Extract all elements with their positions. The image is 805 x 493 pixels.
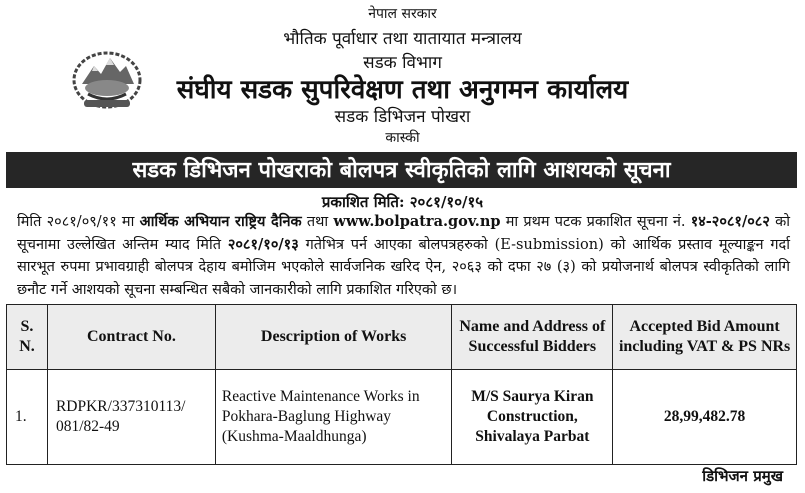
notice-number: १४-२०८१/०८२ xyxy=(690,213,770,230)
website-url: www.bolpatra.gov.np xyxy=(333,213,501,230)
department-name: सडक विभाग xyxy=(363,53,442,73)
published-date xyxy=(0,192,805,212)
notice-title-banner xyxy=(6,152,797,188)
col-header-contract: Contract No. xyxy=(47,305,215,370)
cell-contract-no: RDPKR/337310113/ 081/82-49 xyxy=(47,370,215,465)
notice-text: तथा xyxy=(301,214,334,230)
government-name: नेपाल सरकार xyxy=(368,6,437,22)
notice-body xyxy=(17,211,790,301)
signature-designation: डिभिजन प्रमुख xyxy=(702,467,783,485)
notice-text: को सूचनामा उल्लेखित अन्तिम म्याद मिति xyxy=(17,214,790,253)
table-row xyxy=(7,370,797,465)
office-name: संघीय सडक सुपरिवेक्षण तथा अनुगमन कार्यालय xyxy=(176,75,629,105)
col-header-sn: S. N. xyxy=(7,305,48,370)
deadline-date: २०८१/१०/१३ xyxy=(227,235,299,253)
col-header-description: Description of Works xyxy=(215,305,452,370)
notice-title: सडक डिभिजन पोखराको बोलपत्र स्वीकृतिको लागि आशयको सूचना xyxy=(132,157,671,183)
notice-text: मा प्रथम पटक प्रकाशित सूचना नं. xyxy=(500,214,691,230)
published-label: प्रकाशित मिति: xyxy=(321,193,405,211)
cell-bidder: M/S Saurya Kiran Construction, Shivalaya Parbat xyxy=(452,370,613,465)
newspaper-name: आर्थिक अभियान राष्ट्रिय दैनिक xyxy=(139,213,302,230)
division-name: सडक डिभिजन पोखरा xyxy=(334,107,471,127)
published-date-value: २०८१/१०/१५ xyxy=(409,193,484,211)
cell-bid-amount: 28,99,482.78 xyxy=(613,370,797,465)
notice-text: मिति २०८१/०९/११ मा xyxy=(17,214,140,230)
cell-description: Reactive Maintenance Works in Pokhara-Baglung Highway (Kushma-Maaldhunga) xyxy=(215,370,452,465)
col-header-amount: Accepted Bid Amount including VAT & PS NRs xyxy=(613,305,797,370)
table-header-row xyxy=(7,305,797,370)
district-name: कास्की xyxy=(385,130,420,146)
notice-text: गतेभित्र पर्न आएका बोलपत्रहरुको (E-submission) को आर्थिक प्रस्ताव मूल्याङ्कन गर्दा सारभूत रुपमा प्रभावग्राही बोलपत्र देहाय बमोजिम भएकोले सार्वजनिक खरिद ऐन, २०६३ को दफा २७ (३) को प्रयोजनार्थ बोलपत्र स्वीकृतिको लागि छनौट गर्ने आशयको सूचना सम्बन्धित सबैको जानकारीको लागि प्रकाशित गरिएको छ। xyxy=(17,236,790,298)
col-header-bidder: Name and Address of Successful Bidders xyxy=(452,305,613,370)
ministry-name: भौतिक पूर्वाधार तथा यातायात मन्त्रालय xyxy=(283,29,522,49)
bid-acceptance-table xyxy=(6,304,797,465)
cell-sn: 1. xyxy=(7,370,48,465)
